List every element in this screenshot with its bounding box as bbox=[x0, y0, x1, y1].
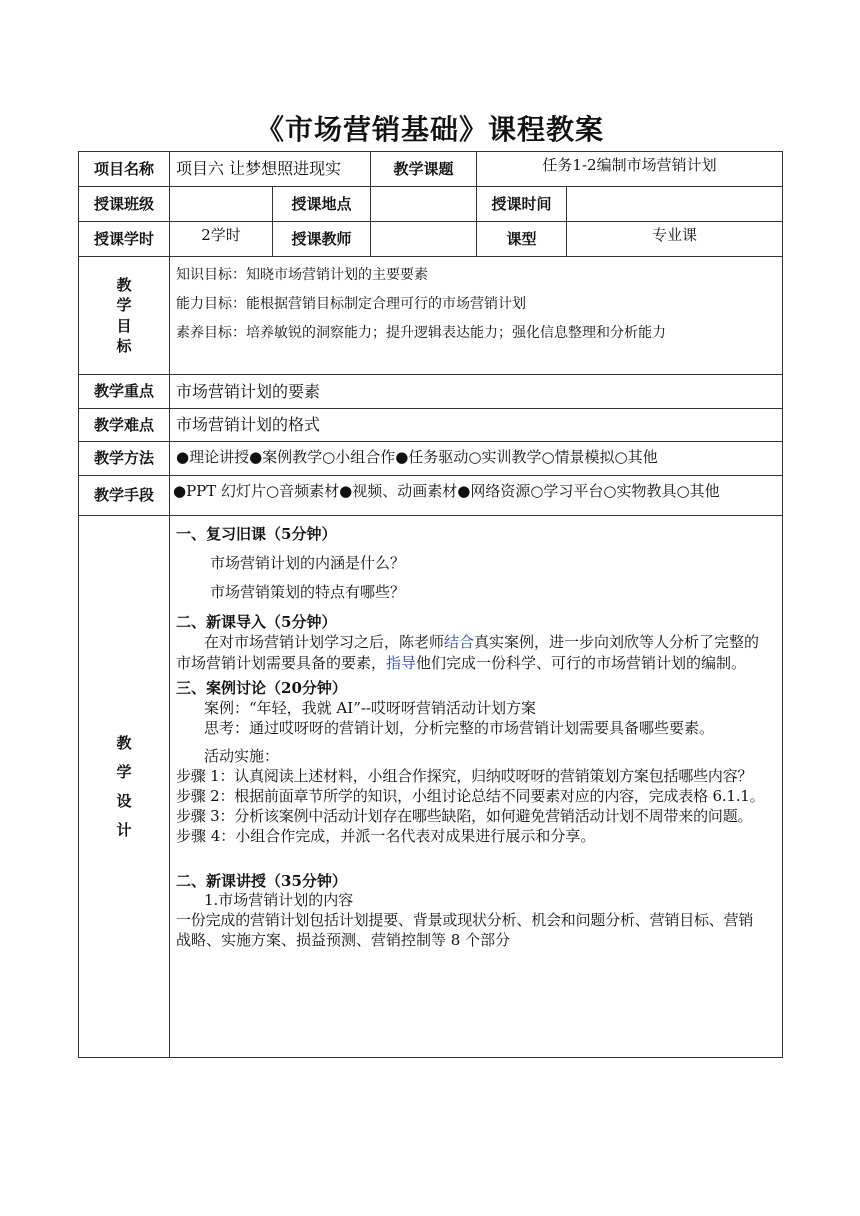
goal-quality: 素养目标：培养敏锐的洞察能力；提升逻辑表达能力；强化信息整理和分析能力 bbox=[176, 325, 666, 341]
goal-knowledge: 知识目标：知晓市场营销计划的主要要素 bbox=[176, 267, 428, 283]
section-case-discussion: 三、案例讨论（20分钟） bbox=[176, 679, 347, 697]
value-time bbox=[567, 187, 783, 222]
section-introduction: 二、新课导入（5分钟） bbox=[176, 613, 337, 631]
case-question: 思考：通过哎呀呀的营销计划，分析完整的市场营销计划需要具备哪些要素。 bbox=[204, 719, 715, 737]
label-course-type: 课型 bbox=[477, 222, 567, 257]
activity-heading: 活动实施： bbox=[204, 747, 280, 765]
introduction-paragraph: 在对市场营销计划学习之后，陈老师结合真实案例，进一步向刘欣等人分析了完整的 市场营销计划需要具备的要素，指导他们完成一份科学、可行的市场营销计划的编制。 bbox=[176, 633, 760, 672]
table-row bbox=[79, 476, 783, 516]
lesson-subheading: 1.市场营销计划的内容 bbox=[204, 891, 354, 909]
teaching-goals bbox=[170, 257, 783, 375]
label-teaching-means: 教学手段 bbox=[79, 476, 170, 516]
review-question: 市场营销计划的内涵是什么？ bbox=[210, 554, 406, 572]
activity-step: 步骤 3：分析该案例中活动计划存在哪些缺陷，如何避免营销活动计划不周带来的问题。 bbox=[176, 807, 753, 825]
section-review: 一、复习旧课（5分钟） bbox=[176, 525, 337, 543]
teaching-design bbox=[170, 516, 783, 1058]
activity-step: 步骤 2：根据前面章节所学的知识，小组讨论总结不同要素对应的内容，完成表格 6.1.1。 bbox=[176, 787, 765, 805]
label-difficult-point: 教学难点 bbox=[79, 409, 170, 442]
case-title: 案例：“年轻，我就 AI”--哎呀呀营销活动计划方案 bbox=[204, 699, 537, 717]
lesson-text: 战略、实施方案、损益预测、营销控制等 8 个部分 bbox=[176, 931, 511, 949]
lesson-plan-table bbox=[78, 151, 783, 1058]
page-title: 《市场营销基础》课程教案 bbox=[255, 113, 604, 146]
table-row bbox=[79, 375, 783, 409]
label-teacher: 授课教师 bbox=[273, 222, 371, 257]
table-row bbox=[79, 187, 783, 222]
highlight-combine: 结合 bbox=[444, 633, 475, 651]
value-course-type: 专业课 bbox=[567, 222, 783, 257]
table-row bbox=[79, 257, 783, 375]
value-teaching-method: ●理论讲授●案例教学○小组合作●任务驱动○实训教学○情景模拟○其他 bbox=[170, 442, 783, 476]
label-project-name: 项目名称 bbox=[79, 152, 170, 187]
label-hours: 授课学时 bbox=[79, 222, 170, 257]
table-row bbox=[79, 442, 783, 476]
section-new-lesson: 二、新课讲授（35分钟） bbox=[176, 872, 347, 890]
value-project-name: 项目六 让梦想照进现实 bbox=[170, 152, 371, 187]
value-difficult-point: 市场营销计划的格式 bbox=[170, 409, 783, 442]
activity-step: 步骤 1：认真阅读上述材料，小组合作探究，归纳哎呀呀的营销策划方案包括哪些内容？ bbox=[176, 767, 753, 785]
value-teaching-topic: 任务1-2编制市场营销计划 bbox=[477, 152, 783, 187]
table-row bbox=[79, 516, 783, 1058]
label-teaching-method: 教学方法 bbox=[79, 442, 170, 476]
label-location: 授课地点 bbox=[273, 187, 371, 222]
label-class: 授课班级 bbox=[79, 187, 170, 222]
label-key-point: 教学重点 bbox=[79, 375, 170, 409]
value-key-point: 市场营销计划的要素 bbox=[170, 375, 783, 409]
label-teaching-goals: 教 学 目 标 bbox=[79, 257, 170, 375]
highlight-guide: 指导 bbox=[386, 654, 417, 672]
review-question: 市场营销策划的特点有哪些？ bbox=[210, 583, 406, 601]
value-class bbox=[170, 187, 273, 222]
value-teaching-means: ●PPT 幻灯片○音频素材●视频、动画素材●网络资源○学习平台○实物教具○其他 bbox=[170, 476, 783, 516]
value-location bbox=[371, 187, 477, 222]
label-teaching-topic: 教学课题 bbox=[371, 152, 477, 187]
table-row bbox=[79, 409, 783, 442]
table-row bbox=[79, 152, 783, 187]
label-time: 授课时间 bbox=[477, 187, 567, 222]
goal-ability: 能力目标：能根据营销目标制定合理可行的市场营销计划 bbox=[176, 296, 526, 312]
value-teacher bbox=[371, 222, 477, 257]
value-hours: 2学时 bbox=[170, 222, 273, 257]
lesson-text: 一份完成的营销计划包括计划提要、背景或现状分析、机会和问题分析、营销目标、营销 bbox=[176, 911, 754, 929]
activity-step: 步骤 4：小组合作完成，并派一名代表对成果进行展示和分享。 bbox=[176, 827, 596, 845]
table-row bbox=[79, 222, 783, 257]
label-teaching-design: 教 学 设 计 bbox=[79, 516, 170, 1058]
